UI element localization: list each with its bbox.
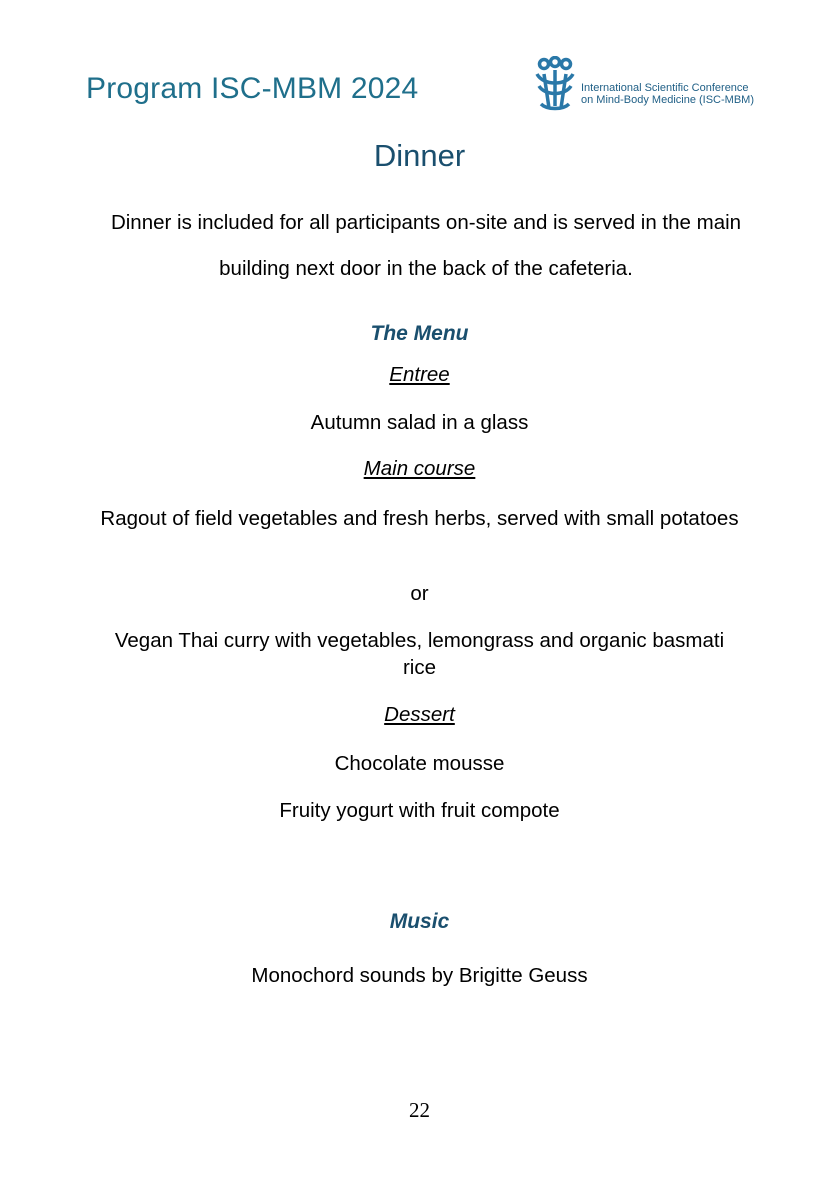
page-heading: Dinner [373, 138, 466, 173]
logo-text [581, 82, 754, 106]
menu-heading: The Menu [370, 322, 469, 345]
main-course-item-1: Ragout of field vegetables and fresh herbs, served with small potatoes [100, 507, 739, 530]
page-number: 22 [409, 1098, 430, 1122]
logo-line-2: on Mind-Body Medicine (ISC-MBM) [581, 94, 754, 106]
dessert-item-1: Chocolate mousse [334, 752, 505, 775]
logo-line-1: International Scientific Conference [581, 82, 749, 94]
main-course-item-2: Vegan Thai curry with vegetables, lemongrass and organic basmati rice [114, 629, 725, 679]
main-course-label: Main course [363, 457, 476, 480]
document-title: Program ISC-MBM 2024 [86, 72, 419, 105]
entree-item: Autumn salad in a glass [310, 411, 529, 434]
intro-paragraph: Dinner is included for all participants on-site and is served in the main building next door in the back of the cafeteria. [110, 211, 742, 280]
music-heading: Music [389, 910, 450, 933]
people-logo-icon [533, 56, 577, 112]
dessert-label: Dessert [384, 703, 455, 726]
entree-label: Entree [389, 363, 450, 386]
conference-logo [533, 56, 773, 112]
dessert-item-2: Fruity yogurt with fruit compote [279, 799, 560, 822]
main-course-or: or [410, 582, 429, 605]
music-text: Monochord sounds by Brigitte Geuss [251, 964, 588, 987]
